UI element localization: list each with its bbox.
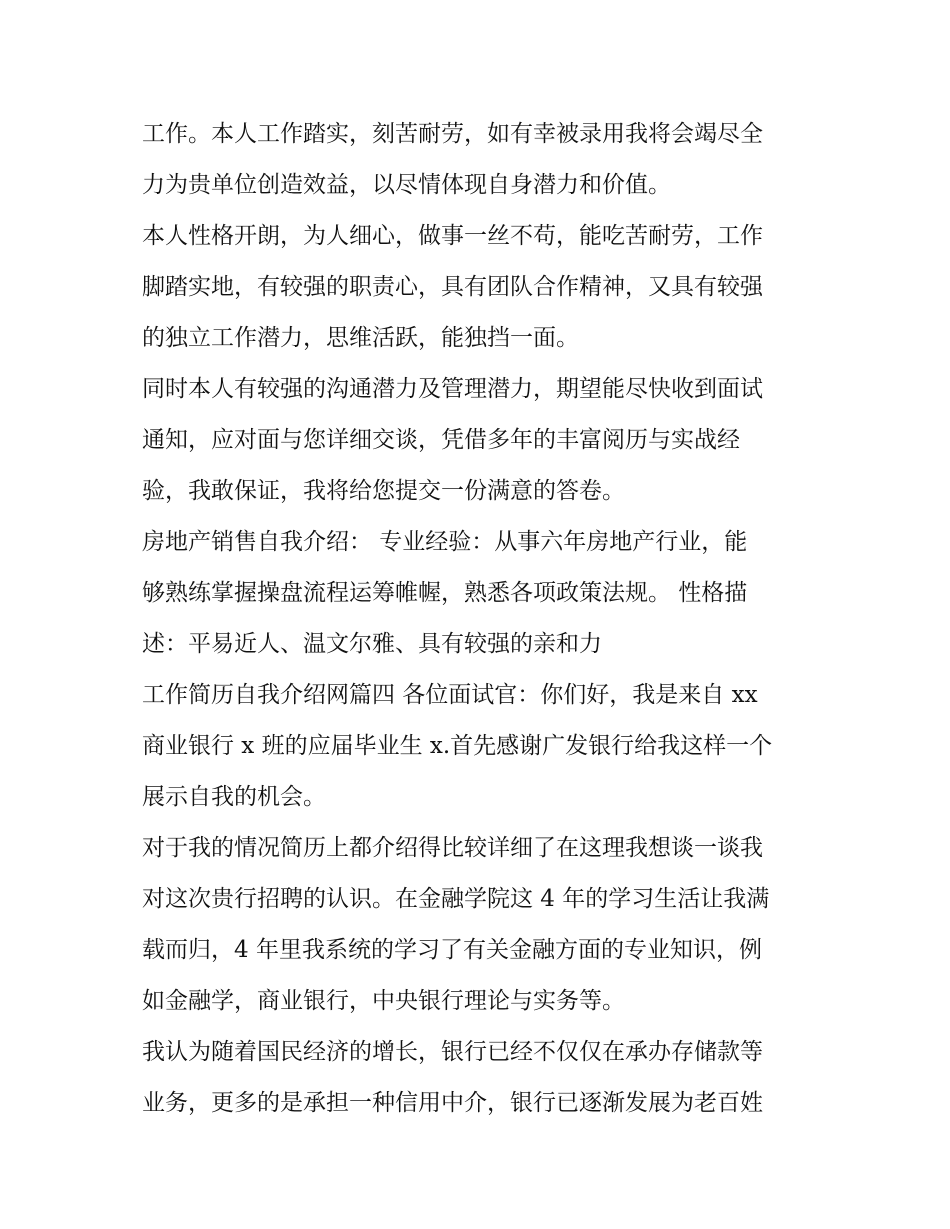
text-line: 我认为随着国民经济的增长，银行已经不仅仅在承办存储款等 [142,1039,763,1065]
text-line: 商业银行 x 班的应届毕业生 x.首先感谢广发银行给我这样一个 [142,733,773,759]
text-line: 业务，更多的是承担一种信用中介，银行已逐渐发展为老百姓 [142,1090,763,1116]
text-line: 对这次贵行招聘的认识。在金融学院这 4 年的学习生活让我满 [142,886,770,912]
text-line: 工作。本人工作踏实，刻苦耐劳，如有幸被录用我将会竭尽全 [142,121,763,147]
text-line: 同时本人有较强的沟通潜力及管理潜力，期望能尽快收到面试 [142,376,763,402]
document-body [142,109,822,1129]
text-line: 验，我敢保证，我将给您提交一份满意的答卷。 [142,478,625,504]
text-line: 工作简历自我介绍网篇四 各位面试官：你们好，我是来自 xx [142,682,758,708]
text-line: 展示自我的机会。 [142,784,326,810]
text-line: 述：平易近人、温文尔雅、具有较强的亲和力 [142,631,602,657]
text-line: 房地产销售自我介绍： 专业经验：从事六年房地产行业，能 [142,529,748,555]
text-line: 脚踏实地，有较强的职责心，具有团队合作精神，又具有较强 [142,274,763,300]
text-line: 如金融学，商业银行，中央银行理论与实务等。 [142,988,625,1014]
text-line: 对于我的情况简历上都介绍得比较详细了在这理我想谈一谈我 [142,835,763,861]
text-line: 载而归，4 年里我系统的学习了有关金融方面的专业知识，例 [142,937,762,963]
text-line: 通知，应对面与您详细交谈，凭借多年的丰富阅历与实战经 [142,427,740,453]
text-line: 力为贵单位创造效益，以尽情体现自身潜力和价值。 [142,172,671,198]
text-line: 的独立工作潜力，思维活跃，能独挡一面。 [142,325,579,351]
text-line: 本人性格开朗，为人细心，做事一丝不苟，能吃苦耐劳，工作 [142,223,763,249]
text-line: 够熟练掌握操盘流程运筹帷幄，熟悉各项政策法规。 性格描 [142,580,748,606]
